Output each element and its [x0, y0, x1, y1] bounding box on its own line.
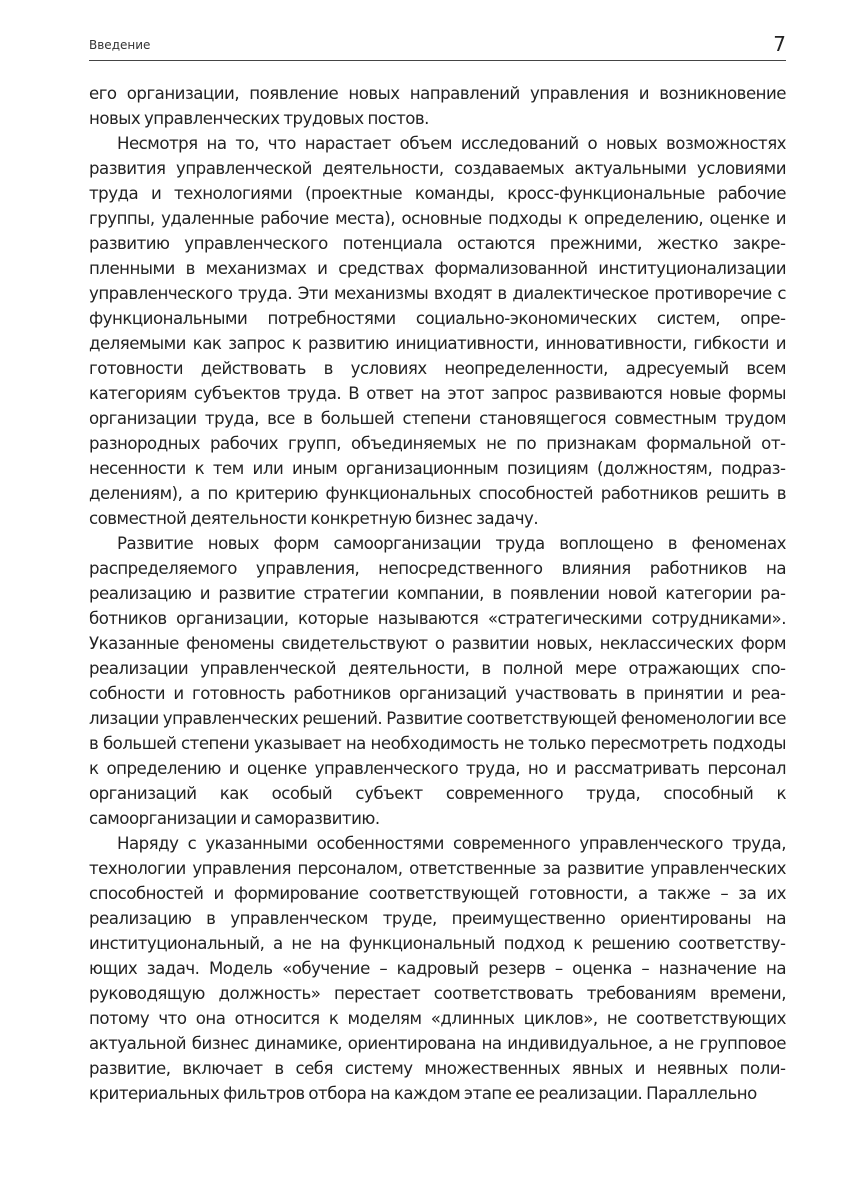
- page-number: 7: [773, 32, 786, 56]
- paragraph-continued: его организации, появление новых направлений управления и возникновение новых управленческих трудовых постов.: [89, 84, 786, 128]
- section-title: Введение: [89, 38, 151, 52]
- paragraph: Наряду с указанными особенностями современного управленческого труда, технологии управления персоналом, ответственные за развитие управленческих способностей и формирование соответствующей готовности, а также – за их реализацию в управленческом труде, преимущественно ориентированы на институциональный, а не на функциональный подход к решению соответствующих задач. Модель «обучение – кадровый резерв – оценка – назначение на руководящую должность» перестает соответствовать требованиям времени, потому что она относится к моделям «длинных циклов», не соответствующих актуальной бизнес динамике, ориентирована на индивидуальное, а не групповое развитие, включает в себя систему множественных явных и неявных поликритериальных фильтров отбора на каждом этапе ее реализации. Параллельно: [89, 834, 786, 1103]
- paragraph: Развитие новых форм самоорганизации труда воплощено в феноменах распределяемого управления, непосредственного влияния работников на реализацию и развитие стратегии компании, в появлении новой категории работников организации, которые называются «стратегическими сотрудниками». Указанные феномены свидетельствуют о развитии новых, неклассических форм реализации управленческой деятельности, в полной мере отражающих способности и готовность работников организаций участвовать в принятии и реализации управленческих решений. Развитие соответствующей феноменологии все в большей степени указывает на необходимость не только пересмотреть подходы к определению и оценке управленческого труда, но и рассматривать персонал организаций как особый субъект современного труда, способный к самоорганизации и саморазвитию.: [89, 534, 786, 828]
- body-text: [89, 81, 786, 1106]
- paragraph: Несмотря на то, что нарастает объем исследований о новых возможностях развития управленческой деятельности, создаваемых актуальными условиями труда и технологиями (проектные команды, кросс-функциональные рабочие группы, удаленные рабочие места), основные подходы к определению, оценке и развитию управленческого потенциала остаются прежними, жестко закрепленными в механизмах и средствах формализованной институционализации управленческого труда. Эти механизмы входят в диалектическое противоречие с функциональными потребностями социально-экономических систем, определяемыми как запрос к развитию инициативности, инновативности, гибкости и готовности действовать в условиях неопределенности, адресуемый всем категориям субъектов труда. В ответ на этот запрос развиваются новые формы организации труда, все в большей степени становящегося совместным трудом разнородных рабочих групп, объединяемых не по признакам формальной отнесенности к тем или иным организационным позициям (должностям, подразделениям), а по критерию функциональных способностей работников решить в совместной деятельности конкретную бизнес задачу.: [89, 134, 786, 528]
- running-header: [89, 30, 786, 61]
